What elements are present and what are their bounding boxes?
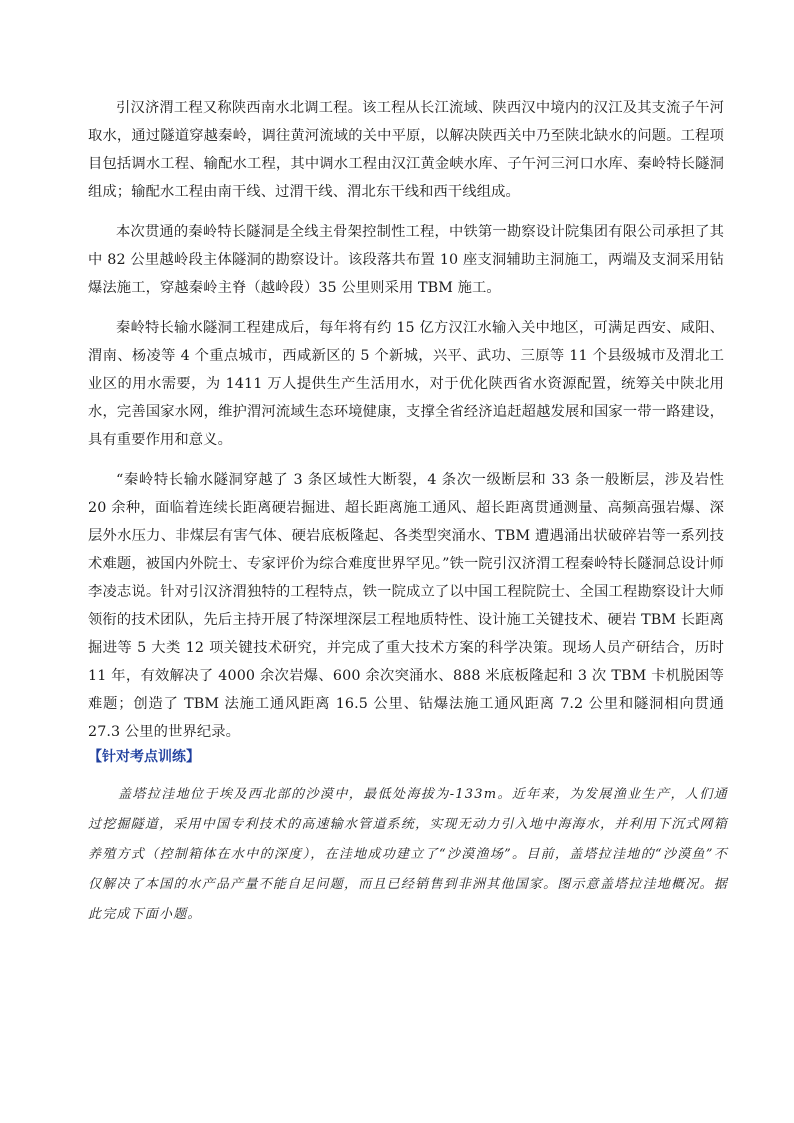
section-heading: 【针对考点训练】 — [88, 749, 200, 765]
paragraph-technical-challenges: “秦岭特长输水隧洞穿越了 3 条区域性大断裂，4 条次一级断层和 33 条一般断层，涉及岩性 20 余种，面临着连续长距离硬岩掘进、超长距离施工通风、超长距离贯通测量、高频高强岩爆、深层外水压力、非煤层有害气体、硬岩底板隆起、各类型突涌水、TBM 遭遇涌出状破碎岩等一系列技术难题，被国内外院士、专家评价为综合难度世界罕见。”铁一院引汉济渭工程秦岭特长隧洞总设计师李凌志说。针对引汉济渭独特的工程特点，铁一院成立了以中国工程院院士、全国工程勘察设计大师领衔的技术团队，先后主持开展了特深埋深层工程地质特性、设计施工关键技术、硬岩 TBM 长距离掘进等 5 大类 12 项关键技术研究，并完成了重大技术方案的科学决策。现场人员产研结合，历时 11 年，有效解决了 4000 余次岩爆、600 余次突涌水、888 米底板隆起和 3 次 TBM 卡机脱困等难题；创造了 TBM 法施工通风距离 16.5 公里、钻爆法施工通风距离 7.2 公里和隧洞相向贯通 27.3 公里的世界纪录。 — [88, 472, 724, 740]
document-page — [88, 94, 728, 930]
paragraph-tunnel-design: 本次贯通的秦岭特长隧洞是全线主骨架控制性工程，中铁第一勘察设计院集团有限公司承担了其中 82 公里越岭段主体隧洞的勘察设计。该段落共布置 10 座支洞辅助主洞施工，两端及支洞采用钻爆法施工，穿越秦岭主脊（越岭段）35 公里则采用 TBM 施工。 — [88, 224, 724, 296]
exercise-passage: 盖塔拉洼地位于埃及西北部的沙漠中，最低处海拔为-133m。近年来，为发展渔业生产，人们通过挖掘隧道，采用中国专利技术的高速输水管道系统，实现无动力引入地中海海水，并利用下沉式网箱养殖方式（控制箱体在水中的深度），在洼地成功建立了“沙漠渔场”。目前，盖塔拉洼地的“沙漠鱼”不仅解决了本国的水产品产量不能自足问题，而且已经销售到非洲其他国家。图示意盖塔拉洼地概况。据此完成下面小题。 — [88, 787, 728, 922]
paragraph-intro: 引汉济渭工程又称陕西南水北调工程。该工程从长江流域、陕西汉中境内的汉江及其支流子午河取水，通过隧道穿越秦岭，调往黄河流域的关中平原，以解决陕西关中乃至陕北缺水的问题。工程项目包括调水工程、输配水工程，其中调水工程由汉江黄金峡水库、子午河三河口水库、秦岭特长隧洞组成；输配水工程由南干线、过渭干线、渭北东干线和西干线组成。 — [88, 100, 724, 200]
paragraph-water-supply: 秦岭特长输水隧洞工程建成后，每年将有约 15 亿方汉江水输入关中地区，可满足西安、咸阳、渭南、杨凌等 4 个重点城市，西咸新区的 5 个新城，兴平、武功、三原等 11 个县级城市及渭北工业区的用水需要，为 1411 万人提供生产生活用水，对于优化陕西省水资源配置，统筹关中陕北用水，完善国家水网，维护渭河流域生态环境健康，支撑全省经济追赶超越发展和国家一带一路建设，具有重要作用和意义。 — [88, 320, 724, 448]
